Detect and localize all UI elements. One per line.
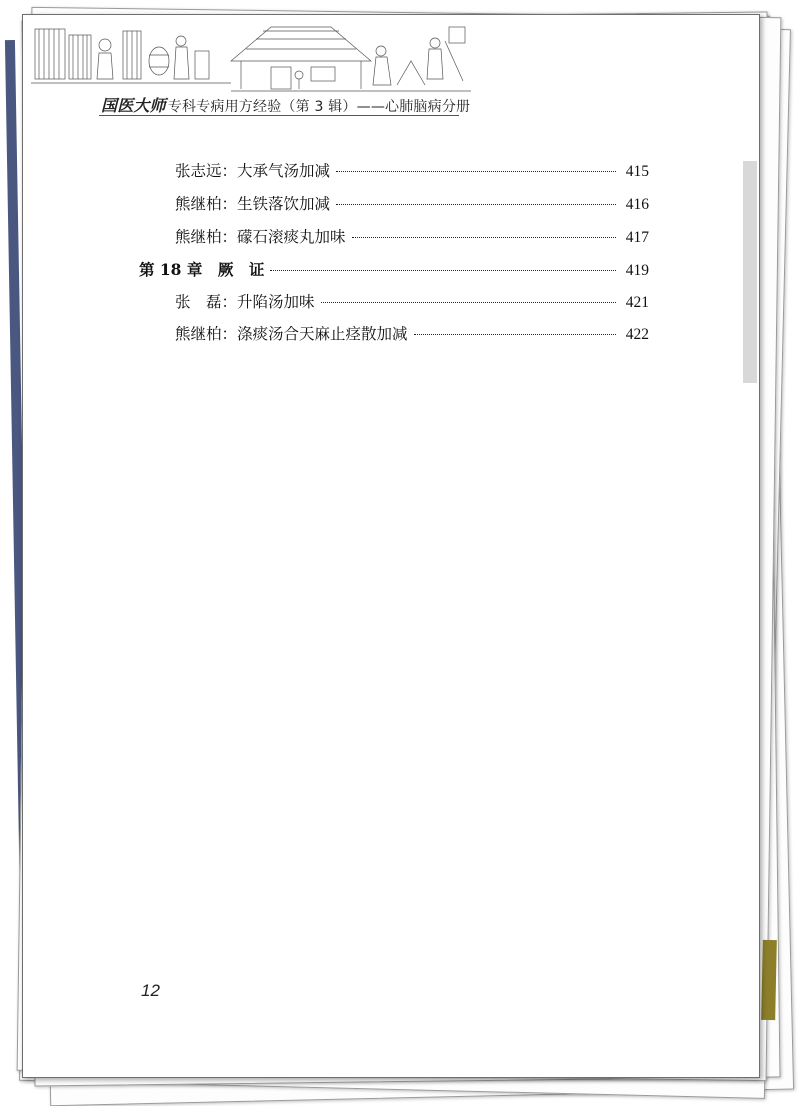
toc-entry-page: 421 xyxy=(625,294,649,311)
leader-dots xyxy=(336,171,616,172)
toc-entry-title: 张 磊：升陷汤加味 xyxy=(175,293,315,311)
toc-entry[interactable] xyxy=(175,225,649,247)
leader-dots xyxy=(270,270,615,271)
toc-entry[interactable] xyxy=(175,322,649,344)
page-number: 12 xyxy=(141,981,160,1000)
leader-dots xyxy=(414,334,616,335)
toc-entry-title: 熊继柏：涤痰汤合天麻止痉散加减 xyxy=(175,325,408,343)
toc-chapter-title: 第 18 章 厥 证 xyxy=(139,260,265,279)
toc-entry-title: 张志远：大承气汤加减 xyxy=(175,162,331,180)
header-brand: 国医大师 xyxy=(101,96,166,115)
leader-dots xyxy=(321,302,616,303)
header-divider xyxy=(99,115,459,116)
running-header xyxy=(101,93,470,116)
header-illustration xyxy=(31,21,471,95)
toc-entry-page: 415 xyxy=(625,163,649,180)
book-page xyxy=(22,14,760,1078)
toc-chapter-entry[interactable] xyxy=(139,258,649,280)
toc-entry-page: 417 xyxy=(625,229,649,246)
toc-entry[interactable] xyxy=(175,290,649,312)
leader-dots xyxy=(352,237,616,238)
toc-entry-page: 416 xyxy=(625,196,649,213)
toc-entry-title: 熊继柏：礞石滚痰丸加味 xyxy=(175,228,346,246)
leader-dots xyxy=(336,204,616,205)
toc-entry[interactable] xyxy=(175,159,649,181)
toc-entry-page: 422 xyxy=(625,326,649,343)
header-book-title: 专科专病用方经验（第 3 辑）——心肺脑病分册 xyxy=(167,99,471,115)
book-spine-edge xyxy=(761,940,777,1020)
toc-entry-page: 419 xyxy=(625,262,649,279)
toc-entry-title: 熊继柏：生铁落饮加减 xyxy=(175,195,331,213)
scrollbar[interactable] xyxy=(743,161,757,383)
toc-entry[interactable] xyxy=(175,192,649,214)
